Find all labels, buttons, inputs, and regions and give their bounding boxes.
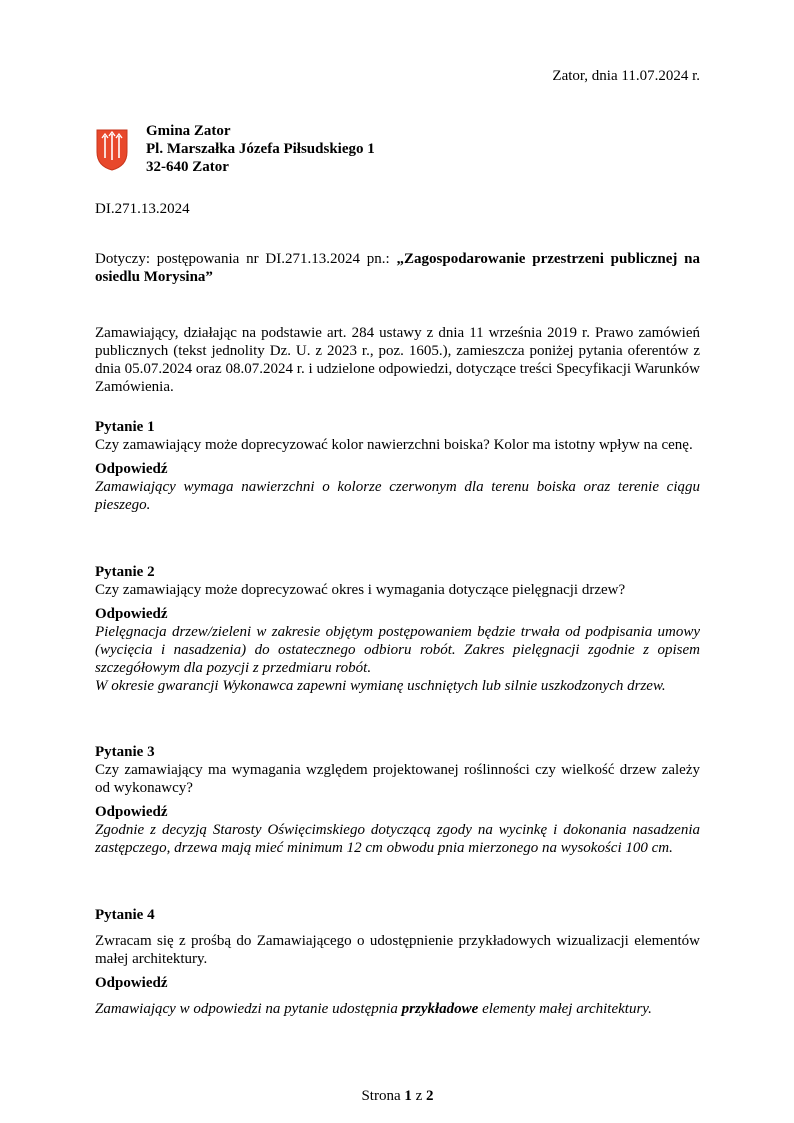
footer-mid: z: [411, 1088, 427, 1104]
answer-label: Odpowiedź: [95, 975, 168, 991]
reference-number: DI.271.13.2024: [95, 201, 190, 217]
answer-label: Odpowiedź: [95, 461, 168, 477]
document-page: [95, 0, 700, 1123]
question-text: Czy zamawiający ma wymagania względem projektowanej roślinności czy wielkość drzew zależy od wykonawcy?: [95, 762, 700, 796]
page-footer: [95, 1087, 700, 1105]
question-block-2: [95, 563, 700, 695]
intro-paragraph: Zamawiający, działając na podstawie art. 284 ustawy z dnia 11 września 2019 r. Prawo zamówień publicznych (tekst jednolity Dz. U. z 2023 r., poz. 1605.), zamieszcza poniżej pytania oferentów z dnia 05.07.2024 oraz 08.07.2024 r. i udzielone odpowiedzi, dotyczące treści Specyfikacji Warunków Zamówienia.: [95, 325, 700, 395]
answer-label: Odpowiedź: [95, 804, 168, 820]
question-block-1: [95, 418, 700, 514]
place-date: Zator, dnia 11.07.2024 r.: [552, 68, 700, 84]
question-label: Pytanie 1: [95, 419, 155, 435]
footer-prefix: Strona: [361, 1088, 405, 1104]
footer-page: 1: [404, 1088, 412, 1104]
answer-text-2: W okresie gwarancji Wykonawca zapewni wymianę uschniętych lub silnie uszkodzonych drzew.: [95, 678, 666, 694]
organization-address: [146, 122, 375, 176]
question-label: Pytanie 3: [95, 744, 155, 760]
answer-text: Zamawiający wymaga nawierzchni o kolorze czerwonym dla terenu boiska oraz terenie ciągu pieszego.: [95, 479, 700, 513]
footer-total: 2: [426, 1088, 434, 1104]
subject-title: „Zagospodarowanie przestrzeni publicznej na osiedlu Morysina”: [95, 251, 701, 285]
answer-text: [95, 1000, 700, 1018]
subject-line: [95, 250, 700, 286]
answer-text: Zgodnie z decyzją Starosty Oświęcimskiego dotyczącą zgody na wycinkę i dokonania nasadzenia zastępczego, drzewa mają mieć minimum 12 cm obwodu pnia mierzonego na wysokości 100 cm.: [95, 822, 700, 856]
org-name: Gmina Zator: [146, 123, 231, 139]
org-city: 32-640 Zator: [146, 159, 229, 175]
question-block-3: [95, 743, 700, 857]
question-block-4: [95, 906, 700, 1018]
answer-label: Odpowiedź: [95, 606, 168, 622]
answer-text: Pielęgnacja drzew/zieleni w zakresie objętym postępowaniem będzie trwała od podpisania umowy (wycięcia i nasadzenia) do ostatecznego odbioru robót. Zakres pielęgnacji zgodnie z opisem szczegółowym dla pozycji z przedmiaru robót.: [95, 624, 700, 676]
question-label: Pytanie 4: [95, 907, 155, 923]
letterhead: [95, 122, 375, 176]
answer-bold: przykładowe: [401, 1001, 479, 1017]
question-text: Zwracam się z prośbą do Zamawiającego o udostępnienie przykładowych wizualizacji elementów małej architektury.: [95, 933, 700, 967]
subject-prefix: Dotyczy: postępowania nr DI.271.13.2024 pn.:: [95, 251, 397, 267]
answer-pre: Zamawiający w odpowiedzi na pytanie udostępnia: [95, 1001, 402, 1017]
coat-of-arms-icon: [95, 128, 129, 172]
question-text: Czy zamawiający może doprecyzować okres i wymagania dotyczące pielęgnacji drzew?: [95, 582, 626, 598]
question-text: Czy zamawiający może doprecyzować kolor nawierzchni boiska? Kolor ma istotny wpływ na cenę.: [95, 437, 693, 453]
answer-post: elementy małej architektury.: [478, 1001, 652, 1017]
question-label: Pytanie 2: [95, 564, 155, 580]
org-street: Pl. Marszałka Józefa Piłsudskiego 1: [146, 141, 375, 157]
